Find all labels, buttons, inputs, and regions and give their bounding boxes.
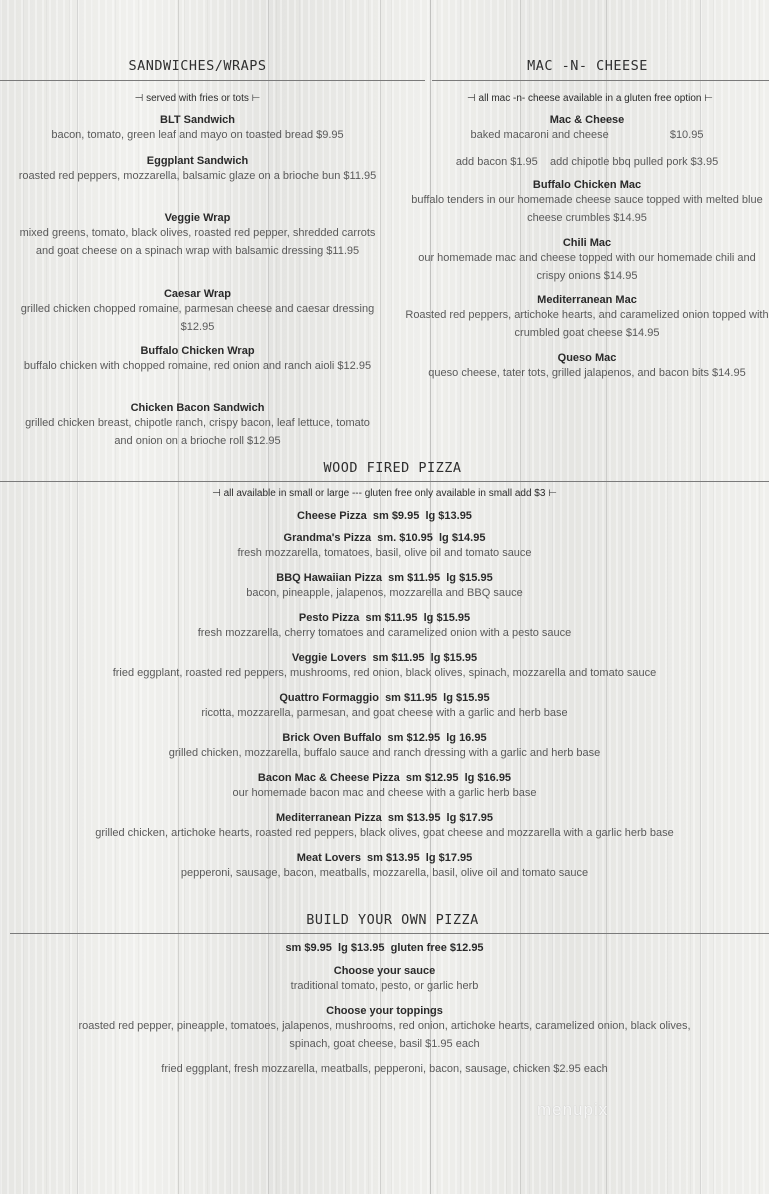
item-name: Pesto Pizza sm $11.95 lg $15.95 <box>298 612 471 624</box>
item-name: Buffalo Chicken Wrap <box>140 345 255 357</box>
item-desc: ricotta, mozzarella, parmesan, and goat cheese with a garlic and herb base <box>201 707 568 719</box>
item-name: Quattro Formaggio sm $11.95 lg $15.95 <box>279 692 490 704</box>
byo-premium-toppings <box>0 1061 769 1079</box>
menu-item-chili-mac <box>405 236 769 285</box>
menu-item-quattro-formaggio <box>0 691 769 723</box>
menu-item-grandmas-pizza <box>0 531 769 563</box>
pizza-note: ⊣ all available in small or large --- gluten free only available in small add $3 ⊢ <box>212 488 557 499</box>
menu-item-mediterranean-pizza <box>0 811 769 843</box>
sandwiches-title: SANDWICHES/WRAPS <box>128 58 267 74</box>
item-name: Eggplant Sandwich <box>146 155 249 167</box>
item-desc: Roasted red peppers, artichoke hearts, and caramelized onion topped with crumbled goat cheese $14.95 <box>405 309 769 339</box>
byo-toppings-heading: Choose your toppings <box>326 1005 443 1017</box>
item-desc: our homemade mac and cheese topped with our homemade chili and crispy onions $14.95 <box>418 252 756 282</box>
item-name: Cheese Pizza sm $9.95 lg $13.95 <box>297 510 472 522</box>
menu-item-mac-and-cheese <box>405 113 769 145</box>
sandwiches-divider <box>0 80 425 81</box>
item-name: Mediterranean Pizza sm $13.95 lg $17.95 <box>275 812 494 824</box>
pizza-divider <box>0 481 769 482</box>
item-name: Meat Lovers sm $13.95 lg $17.95 <box>296 852 473 864</box>
mac-note: ⊣ all mac -n- cheese available in a gluten free option ⊢ <box>467 93 713 104</box>
item-name: Caesar Wrap <box>163 288 232 300</box>
menu-item-bbq-hawaiian-pizza <box>0 571 769 603</box>
item-desc: grilled chicken, mozzarella, buffalo sauce and ranch dressing with a garlic and herb base <box>168 747 601 759</box>
item-desc: roasted red peppers, mozzarella, balsamic glaze on a brioche bun $11.95 <box>18 170 377 182</box>
menu-item-cheese-pizza <box>0 509 769 523</box>
item-name: Veggie Lovers sm $11.95 lg $15.95 <box>291 652 478 664</box>
byo-sauce <box>0 964 769 996</box>
menu-item-brick-oven-buffalo <box>0 731 769 763</box>
item-desc: fried eggplant, roasted red peppers, mushrooms, red onion, black olives, spinach, mozzarella and tomato sauce <box>112 667 657 679</box>
pizza-title: WOOD FIRED PIZZA <box>323 460 462 476</box>
item-name: Veggie Wrap <box>164 212 231 224</box>
menu-item-buffalo-chicken-mac <box>405 178 769 227</box>
menu-item-caesar-wrap <box>15 287 380 336</box>
item-name: Brick Oven Buffalo sm $12.95 lg 16.95 <box>282 732 487 744</box>
item-desc: buffalo tenders in our homemade cheese sauce topped with melted blue cheese crumbles $14.95 <box>411 194 763 224</box>
byo-toppings-line: roasted red pepper, pineapple, tomatoes, jalapenos, mushrooms, red onion, artichoke hearts, caramelized onion, black olives, <box>78 1020 691 1032</box>
byo-prices <box>0 941 769 955</box>
menu-item-queso-mac <box>405 351 769 383</box>
item-desc: pepperoni, sausage, bacon, meatballs, mozzarella, basil, olive oil and tomato sauce <box>180 867 589 879</box>
menu-item-veggie-wrap <box>15 211 380 260</box>
item-name: BBQ Hawaiian Pizza sm $11.95 lg $15.95 <box>276 572 493 584</box>
item-desc: baked macaroni and cheese $10.95 <box>470 129 704 141</box>
byo-prices-text: sm $9.95 lg $13.95 gluten free $12.95 <box>285 942 484 954</box>
item-desc: bacon, tomato, green leaf and mayo on toasted bread $9.95 <box>51 129 344 141</box>
item-desc: fresh mozzarella, cherry tomatoes and caramelized onion with a pesto sauce <box>197 627 572 639</box>
menu-item-eggplant-sandwich <box>15 154 380 186</box>
mac-divider <box>432 80 769 81</box>
byo-divider <box>10 933 769 934</box>
menu-item-chicken-bacon-sandwich <box>15 401 380 450</box>
mac-title: MAC -N- CHEESE <box>527 58 648 74</box>
menu-item-pesto-pizza <box>0 611 769 643</box>
item-name: Mac & Cheese <box>549 114 625 126</box>
byo-sauce-options: traditional tomato, pesto, or garlic herb <box>290 980 479 992</box>
byo-title: BUILD YOUR OWN PIZZA <box>306 912 479 928</box>
item-desc: buffalo chicken with chopped romaine, red onion and ranch aioli $12.95 <box>23 360 372 372</box>
item-name: Chicken Bacon Sandwich <box>130 402 265 414</box>
byo-sauce-heading: Choose your sauce <box>333 965 436 977</box>
item-desc: bacon, pineapple, jalapenos, mozzarella and BBQ sauce <box>246 587 523 599</box>
byo-toppings <box>0 1004 769 1053</box>
item-desc: grilled chicken chopped romaine, parmesan cheese and caesar dressing $12.95 <box>20 303 375 333</box>
menupix-watermark: menupix <box>537 1100 609 1119</box>
byo-toppings-line: fried eggplant, fresh mozzarella, meatballs, pepperoni, bacon, sausage, chicken $2.95 each <box>161 1063 608 1075</box>
item-name: Mediterranean Mac <box>537 294 637 306</box>
mac-addons <box>405 154 769 172</box>
menu-item-mediterranean-mac <box>405 293 769 342</box>
menu-item-meat-lovers <box>0 851 769 883</box>
menu-item-bacon-mac-cheese-pizza <box>0 771 769 803</box>
item-desc: our homemade bacon mac and cheese with a garlic herb base <box>232 787 537 799</box>
item-desc: fresh mozzarella, tomatoes, basil, olive oil and tomato sauce <box>237 547 532 559</box>
item-name: Bacon Mac & Cheese Pizza sm $12.95 lg $16.95 <box>257 772 512 784</box>
item-name: Chili Mac <box>562 237 612 249</box>
item-name: BLT Sandwich <box>160 114 235 126</box>
menu-item-blt-sandwich <box>15 113 380 145</box>
menu-item-buffalo-chicken-wrap <box>15 344 380 376</box>
byo-toppings-line: spinach, goat cheese, basil $1.95 each <box>289 1037 480 1050</box>
menu-item-veggie-lovers <box>0 651 769 683</box>
item-desc: grilled chicken, artichoke hearts, roasted red peppers, black olives, goat cheese and mozzarella with a garlic herb base <box>95 827 674 839</box>
item-desc: queso cheese, tater tots, grilled jalapenos, and bacon bits $14.95 <box>428 367 746 379</box>
item-desc: add bacon $1.95 add chipotle bbq pulled pork $3.95 <box>455 156 719 168</box>
item-name: Queso Mac <box>557 352 617 364</box>
item-name: Buffalo Chicken Mac <box>532 179 642 191</box>
item-desc: mixed greens, tomato, black olives, roasted red pepper, shredded carrots and goat cheese on a spinach wrap with balsamic dressing $11.95 <box>19 227 376 257</box>
sandwiches-note: ⊣ served with fries or tots ⊢ <box>134 93 261 104</box>
item-name: Grandma's Pizza sm. $10.95 lg $14.95 <box>283 532 486 544</box>
item-desc: grilled chicken breast, chipotle ranch, crispy bacon, leaf lettuce, tomato and onion on a brioche roll $12.95 <box>25 417 370 447</box>
